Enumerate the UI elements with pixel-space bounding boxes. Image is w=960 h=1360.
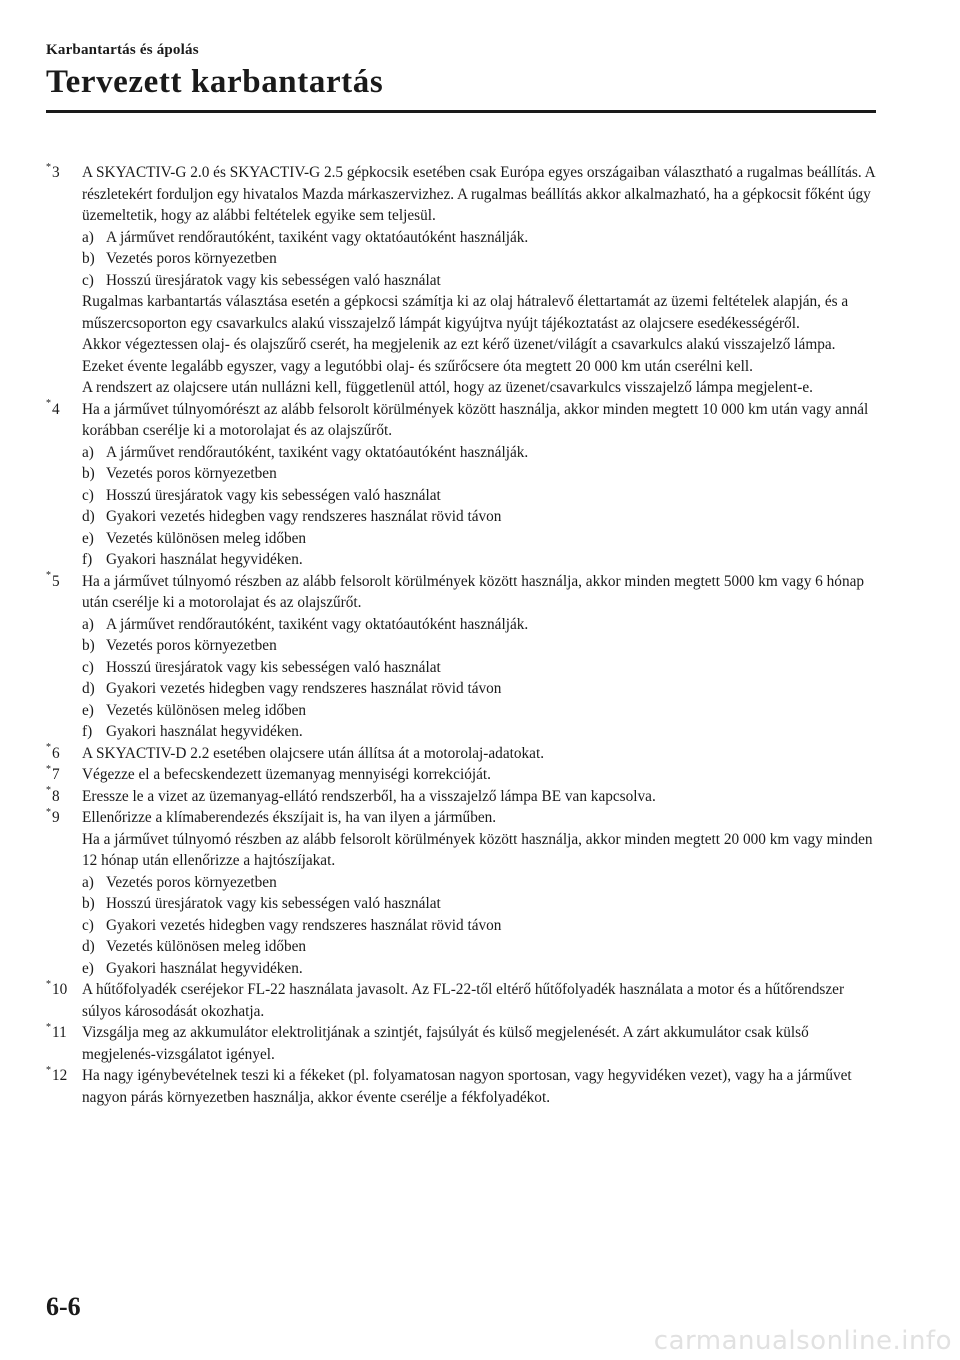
- condition-item: [82, 721, 880, 743]
- condition-item: [82, 657, 880, 679]
- footnote-marker: [46, 571, 60, 593]
- condition-letter: a): [82, 873, 94, 891]
- condition-text: Hosszú üresjáratok vagy kis sebességen való használat: [106, 486, 441, 504]
- footnote-paragraph: Vizsgálja meg az akkumulátor elektrolitjának a szintjét, fajsúlyát és külső megjelenését. A zárt akkumulátor csak külső megjelenés-vizsgálatot igényel.: [82, 1024, 809, 1063]
- condition-item: [82, 614, 880, 636]
- condition-item: [82, 227, 880, 249]
- condition-letter: c): [82, 916, 94, 934]
- condition-item: [82, 678, 880, 700]
- condition-text: Gyakori vezetés hidegben vagy rendszeres használat rövid távon: [106, 680, 502, 697]
- condition-item: [82, 442, 880, 464]
- footnote-5: [46, 571, 880, 743]
- condition-text: A járművet rendőrautóként, taxiként vagy oktatóautóként használják.: [106, 615, 529, 633]
- footnote-marker: [46, 1022, 67, 1044]
- condition-text: Vezetés poros környezetben: [106, 465, 277, 482]
- asterisk-mark: *: [46, 742, 51, 754]
- condition-text: Hosszú üresjáratok vagy kis sebességen való használat: [106, 271, 441, 289]
- condition-letter: d): [82, 680, 95, 697]
- condition-text: Gyakori használat hegyvidéken.: [106, 551, 303, 568]
- condition-item: [82, 635, 880, 657]
- footnote-paragraph: Ha nagy igénybevételnek teszi ki a fékeket (pl. folyamatosan nagyon sportosan, vagy hegyvidéken vezet), vagy ha a járművet nagyon párás környezetben használja, akkor évente cserélje a fékfolyadékot.: [82, 1067, 852, 1106]
- condition-text: Gyakori használat hegyvidéken.: [106, 959, 303, 977]
- footnote-paragraph: Ha a járművet túlnyomórészt az alább felsorolt körülmények között használja, akkor minden megtett 10 000 km után vagy annál korábban cserélje ki a motorolajat és az olajszűrőt.: [82, 400, 869, 439]
- condition-letter: d): [82, 508, 95, 525]
- condition-letter: e): [82, 701, 94, 719]
- condition-item: [82, 528, 880, 550]
- footnote-paragraph: Rugalmas karbantartás választása esetén a gépkocsi számítja ki az olaj hátralevő élettartamát az üzemi feltételek alapján, és a műszercsoporton egy csavarkulcs alakú visszajelző lámpát kigyújtva nyújt tájékoztatást az olajcsere esedékességéről.: [82, 293, 849, 332]
- condition-text: Hosszú üresjáratok vagy kis sebességen való használat: [106, 658, 441, 676]
- footnote-number: 4: [52, 400, 60, 418]
- asterisk-mark: *: [46, 763, 51, 775]
- footnote-number: 8: [52, 787, 60, 805]
- condition-item: [82, 915, 880, 937]
- condition-item: [82, 270, 880, 292]
- condition-letter: a): [82, 615, 94, 633]
- footnote-paragraph: A rendszert az olajcsere után nullázni kell, függetlenül attól, hogy az üzenet/csavarkulcs visszajelző lámpa megjelent-e.: [82, 379, 813, 396]
- footnote-list: [46, 162, 880, 1108]
- asterisk-mark: *: [46, 1021, 51, 1033]
- footnote-number: 5: [52, 572, 60, 590]
- section-label: Karbantartás és ápolás: [46, 42, 199, 58]
- asterisk-mark: *: [46, 785, 51, 797]
- footnote-number: 7: [52, 766, 60, 783]
- condition-text: A járművet rendőrautóként, taxiként vagy oktatóautóként használják.: [106, 228, 529, 246]
- watermark: carmanualsonline.info: [653, 1326, 952, 1356]
- condition-item: [82, 463, 880, 485]
- condition-letter: e): [82, 529, 94, 547]
- footnote-11: [46, 1022, 880, 1065]
- footnote-number: 6: [52, 744, 60, 762]
- condition-text: Gyakori használat hegyvidéken.: [106, 723, 303, 740]
- condition-text: Vezetés különösen meleg időben: [106, 529, 307, 547]
- condition-text: Vezetés poros környezetben: [106, 637, 277, 654]
- condition-letter: b): [82, 465, 95, 482]
- condition-text: Vezetés poros környezetben: [106, 873, 277, 891]
- footnote-paragraph: A hűtőfolyadék cseréjekor FL-22 használata javasolt. Az FL-22-től eltérő hűtőfolyadék használata a motor és a hűtőrendszer súlyos károsodását okozhatja.: [82, 981, 845, 1020]
- condition-list: [82, 614, 880, 743]
- condition-text: Vezetés poros környezetben: [106, 250, 277, 267]
- condition-letter: e): [82, 959, 94, 977]
- footnote-marker: [46, 1065, 67, 1087]
- footnote-10: [46, 979, 880, 1022]
- footnote-3: [46, 162, 880, 399]
- footnote-number: 9: [52, 809, 60, 826]
- footnote-marker: [46, 162, 60, 184]
- asterisk-mark: *: [46, 978, 51, 990]
- condition-list: [82, 872, 880, 980]
- footnote-number: 10: [52, 981, 68, 998]
- condition-text: A járművet rendőrautóként, taxiként vagy oktatóautóként használják.: [106, 443, 529, 461]
- footnote-12: [46, 1065, 880, 1108]
- condition-letter: c): [82, 486, 94, 504]
- footnote-paragraph: A SKYACTIV-D 2.2 esetében olajcsere után állítsa át a motorolaj-adatokat.: [82, 744, 545, 762]
- footnote-6: [46, 743, 880, 765]
- footnote-marker: [46, 743, 60, 765]
- footnote-number: 11: [52, 1024, 67, 1041]
- footnote-marker: [46, 399, 60, 421]
- condition-list: [82, 227, 880, 292]
- condition-letter: a): [82, 443, 94, 461]
- footnote-4: [46, 399, 880, 571]
- condition-letter: b): [82, 895, 95, 912]
- footnote-paragraph: Ellenőrizze a klímaberendezés ékszíjait is, ha van ilyen a járműben.: [82, 809, 497, 826]
- asterisk-mark: *: [46, 398, 51, 410]
- footnote-number: 3: [52, 164, 60, 181]
- asterisk-mark: *: [46, 1064, 51, 1076]
- footnote-marker: [46, 979, 67, 1001]
- footnote-8: [46, 786, 880, 808]
- footnote-paragraph: Ha a járművet túlnyomó részben az alább felsorolt körülmények között használja, akkor minden megtett 20 000 km vagy minden 12 hónap után ellenőrizze a hajtószíjakat.: [82, 830, 873, 869]
- footnote-7: [46, 764, 880, 786]
- condition-item: [82, 936, 880, 958]
- condition-list: [82, 442, 880, 571]
- condition-text: Hosszú üresjáratok vagy kis sebességen való használat: [106, 895, 441, 912]
- condition-letter: b): [82, 637, 95, 654]
- condition-text: Gyakori vezetés hidegben vagy rendszeres használat rövid távon: [106, 916, 502, 934]
- page-number: 6-6: [46, 1292, 81, 1321]
- footnote-paragraph: A SKYACTIV-G 2.0 és SKYACTIV-G 2.5 gépkocsik esetében csak Európa egyes országaiban választható a rugalmas beállítás. A részletekért forduljon egy hivatalos Mazda márkaszervizhez. A rugalmas beállítás akkor alkalmazható, ha a gépkocsit főként úgy üzemeltetik, hogy az alábbi feltételek egyike sem teljesül.: [82, 164, 875, 224]
- condition-item: [82, 958, 880, 980]
- footnote-paragraph: Ha a járművet túlnyomó részben az alább felsorolt körülmények között használja, akkor minden megtett 5000 km vagy 6 hónap után cserélje ki a motorolajat és az olajszűrőt.: [82, 572, 865, 611]
- page-title: Tervezett karbantartás: [46, 64, 384, 100]
- condition-letter: f): [82, 723, 93, 740]
- condition-text: Gyakori vezetés hidegben vagy rendszeres használat rövid távon: [106, 508, 502, 525]
- asterisk-mark: *: [46, 570, 51, 582]
- condition-letter: d): [82, 938, 95, 955]
- footnote-marker: [46, 807, 60, 829]
- condition-item: [82, 700, 880, 722]
- condition-letter: c): [82, 271, 94, 289]
- footnote-paragraph: Végezze el a befecskendezett üzemanyag mennyiségi korrekcióját.: [82, 766, 491, 783]
- condition-letter: f): [82, 551, 93, 568]
- footnote-number: 12: [52, 1067, 68, 1084]
- title-divider: [46, 110, 876, 113]
- footnote-marker: [46, 764, 60, 786]
- condition-letter: c): [82, 658, 94, 676]
- condition-text: Vezetés különösen meleg időben: [106, 938, 307, 955]
- condition-item: [82, 893, 880, 915]
- condition-item: [82, 248, 880, 270]
- footnote-paragraph: Akkor végeztessen olaj- és olajszűrő cserét, ha megjelenik az ezt kérő üzenet/világít a csavarkulcs alakú visszajelző lámpa. Ezeket évente legalább egyszer, vagy a legutóbbi olaj- és szűrőcsere óta megtett 20 000 km után cserélni kell.: [82, 336, 836, 375]
- footnote-paragraph: Eressze le a vizet az üzemanyag-ellátó rendszerből, ha a visszajelző lámpa BE van kapcsolva.: [82, 787, 656, 805]
- footnote-marker: [46, 786, 60, 808]
- asterisk-mark: *: [46, 806, 51, 818]
- condition-letter: a): [82, 228, 94, 246]
- condition-text: Vezetés különösen meleg időben: [106, 701, 307, 719]
- asterisk-mark: *: [46, 161, 51, 173]
- footnote-9: [46, 807, 880, 979]
- condition-item: [82, 872, 880, 894]
- condition-item: [82, 549, 880, 571]
- condition-item: [82, 485, 880, 507]
- condition-letter: b): [82, 250, 95, 267]
- condition-item: [82, 506, 880, 528]
